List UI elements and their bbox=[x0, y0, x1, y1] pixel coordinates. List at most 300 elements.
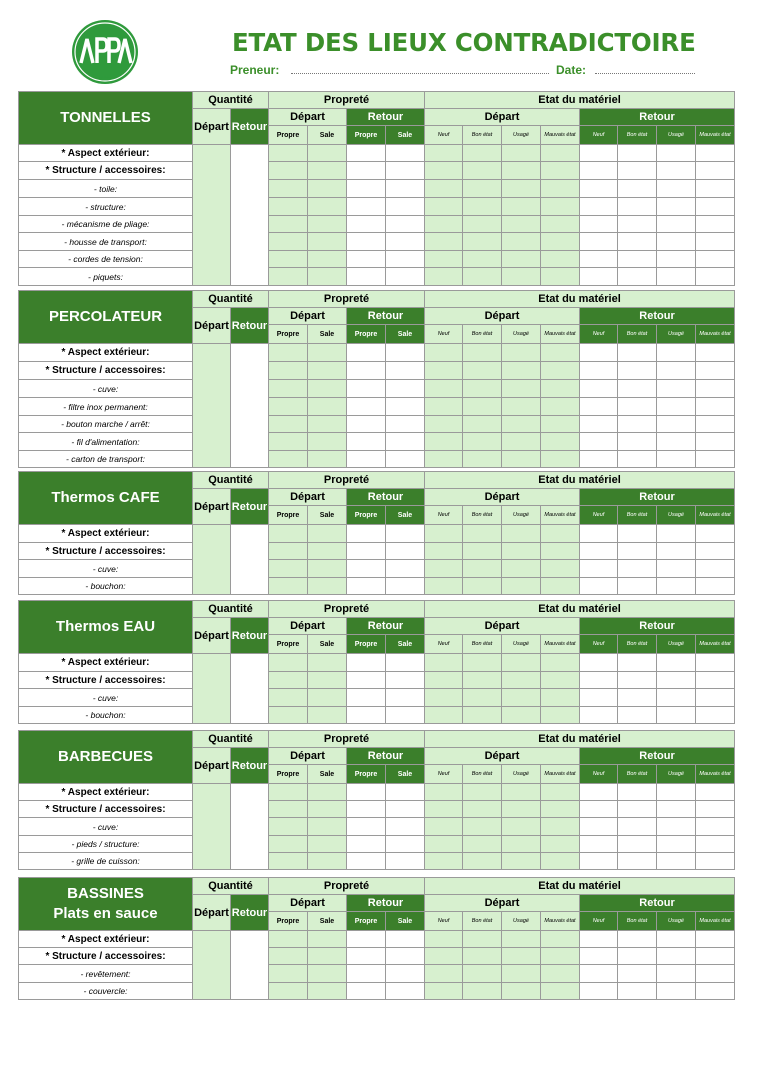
check-cell[interactable] bbox=[502, 362, 541, 380]
check-cell[interactable] bbox=[386, 180, 425, 198]
check-cell[interactable] bbox=[580, 216, 618, 233]
check-cell[interactable] bbox=[618, 965, 657, 983]
check-cell[interactable] bbox=[463, 707, 502, 724]
check-cell[interactable] bbox=[269, 543, 308, 560]
check-cell[interactable] bbox=[386, 525, 425, 543]
check-cell[interactable] bbox=[386, 689, 425, 707]
check-cell[interactable] bbox=[425, 543, 463, 560]
check-cell[interactable] bbox=[657, 344, 696, 362]
check-cell[interactable] bbox=[580, 836, 618, 853]
check-cell[interactable] bbox=[580, 931, 618, 948]
check-cell[interactable] bbox=[425, 818, 463, 836]
check-cell[interactable] bbox=[386, 362, 425, 380]
check-cell[interactable] bbox=[425, 836, 463, 853]
check-cell[interactable] bbox=[580, 983, 618, 1000]
check-cell[interactable] bbox=[347, 362, 386, 380]
check-cell[interactable] bbox=[308, 578, 347, 595]
check-cell[interactable] bbox=[580, 543, 618, 560]
check-cell[interactable] bbox=[696, 251, 735, 268]
check-cell[interactable] bbox=[618, 853, 657, 870]
check-cell[interactable] bbox=[502, 948, 541, 965]
check-cell[interactable] bbox=[308, 560, 347, 578]
check-cell[interactable] bbox=[618, 145, 657, 162]
check-cell[interactable] bbox=[463, 836, 502, 853]
check-cell[interactable] bbox=[502, 784, 541, 801]
check-cell[interactable] bbox=[425, 180, 463, 198]
check-cell[interactable] bbox=[425, 145, 463, 162]
check-cell[interactable] bbox=[386, 853, 425, 870]
check-cell[interactable] bbox=[308, 948, 347, 965]
check-cell[interactable] bbox=[425, 983, 463, 1000]
check-cell[interactable] bbox=[269, 654, 308, 672]
check-cell[interactable] bbox=[347, 707, 386, 724]
check-cell[interactable] bbox=[269, 162, 308, 180]
check-cell[interactable] bbox=[386, 672, 425, 689]
check-cell[interactable] bbox=[696, 983, 735, 1000]
check-cell[interactable] bbox=[269, 251, 308, 268]
check-cell[interactable] bbox=[386, 707, 425, 724]
quantite-retour-input[interactable] bbox=[231, 654, 269, 724]
check-cell[interactable] bbox=[618, 707, 657, 724]
check-cell[interactable] bbox=[269, 672, 308, 689]
check-cell[interactable] bbox=[308, 268, 347, 286]
check-cell[interactable] bbox=[541, 784, 580, 801]
check-cell[interactable] bbox=[580, 380, 618, 398]
check-cell[interactable] bbox=[347, 198, 386, 216]
check-cell[interactable] bbox=[425, 198, 463, 216]
check-cell[interactable] bbox=[696, 948, 735, 965]
check-cell[interactable] bbox=[463, 451, 502, 468]
check-cell[interactable] bbox=[308, 251, 347, 268]
check-cell[interactable] bbox=[386, 268, 425, 286]
check-cell[interactable] bbox=[696, 416, 735, 433]
check-cell[interactable] bbox=[657, 983, 696, 1000]
check-cell[interactable] bbox=[657, 853, 696, 870]
check-cell[interactable] bbox=[541, 578, 580, 595]
check-cell[interactable] bbox=[347, 784, 386, 801]
check-cell[interactable] bbox=[425, 784, 463, 801]
check-cell[interactable] bbox=[347, 380, 386, 398]
check-cell[interactable] bbox=[541, 931, 580, 948]
check-cell[interactable] bbox=[541, 672, 580, 689]
check-cell[interactable] bbox=[386, 162, 425, 180]
check-cell[interactable] bbox=[463, 162, 502, 180]
check-cell[interactable] bbox=[347, 233, 386, 251]
check-cell[interactable] bbox=[541, 233, 580, 251]
check-cell[interactable] bbox=[502, 216, 541, 233]
check-cell[interactable] bbox=[347, 578, 386, 595]
check-cell[interactable] bbox=[347, 344, 386, 362]
check-cell[interactable] bbox=[580, 162, 618, 180]
check-cell[interactable] bbox=[425, 344, 463, 362]
check-cell[interactable] bbox=[541, 180, 580, 198]
check-cell[interactable] bbox=[541, 145, 580, 162]
check-cell[interactable] bbox=[696, 853, 735, 870]
check-cell[interactable] bbox=[386, 983, 425, 1000]
check-cell[interactable] bbox=[463, 416, 502, 433]
check-cell[interactable] bbox=[580, 672, 618, 689]
check-cell[interactable] bbox=[580, 707, 618, 724]
check-cell[interactable] bbox=[347, 543, 386, 560]
check-cell[interactable] bbox=[657, 965, 696, 983]
check-cell[interactable] bbox=[269, 145, 308, 162]
check-cell[interactable] bbox=[463, 948, 502, 965]
check-cell[interactable] bbox=[463, 543, 502, 560]
check-cell[interactable] bbox=[657, 672, 696, 689]
check-cell[interactable] bbox=[696, 162, 735, 180]
check-cell[interactable] bbox=[502, 836, 541, 853]
check-cell[interactable] bbox=[463, 216, 502, 233]
check-cell[interactable] bbox=[463, 689, 502, 707]
check-cell[interactable] bbox=[463, 198, 502, 216]
check-cell[interactable] bbox=[580, 251, 618, 268]
check-cell[interactable] bbox=[696, 451, 735, 468]
check-cell[interactable] bbox=[580, 801, 618, 818]
check-cell[interactable] bbox=[308, 451, 347, 468]
check-cell[interactable] bbox=[308, 654, 347, 672]
check-cell[interactable] bbox=[618, 380, 657, 398]
check-cell[interactable] bbox=[269, 398, 308, 416]
check-cell[interactable] bbox=[618, 560, 657, 578]
check-cell[interactable] bbox=[269, 525, 308, 543]
check-cell[interactable] bbox=[580, 965, 618, 983]
check-cell[interactable] bbox=[541, 818, 580, 836]
check-cell[interactable] bbox=[696, 233, 735, 251]
check-cell[interactable] bbox=[425, 578, 463, 595]
check-cell[interactable] bbox=[386, 216, 425, 233]
check-cell[interactable] bbox=[657, 525, 696, 543]
check-cell[interactable] bbox=[425, 416, 463, 433]
check-cell[interactable] bbox=[696, 433, 735, 451]
check-cell[interactable] bbox=[347, 525, 386, 543]
check-cell[interactable] bbox=[618, 433, 657, 451]
check-cell[interactable] bbox=[541, 416, 580, 433]
check-cell[interactable] bbox=[618, 931, 657, 948]
check-cell[interactable] bbox=[425, 433, 463, 451]
check-cell[interactable] bbox=[657, 268, 696, 286]
check-cell[interactable] bbox=[657, 416, 696, 433]
check-cell[interactable] bbox=[657, 180, 696, 198]
check-cell[interactable] bbox=[696, 836, 735, 853]
check-cell[interactable] bbox=[580, 525, 618, 543]
check-cell[interactable] bbox=[657, 931, 696, 948]
check-cell[interactable] bbox=[347, 948, 386, 965]
check-cell[interactable] bbox=[502, 162, 541, 180]
check-cell[interactable] bbox=[269, 344, 308, 362]
check-cell[interactable] bbox=[269, 689, 308, 707]
check-cell[interactable] bbox=[269, 416, 308, 433]
check-cell[interactable] bbox=[386, 578, 425, 595]
check-cell[interactable] bbox=[541, 344, 580, 362]
check-cell[interactable] bbox=[618, 216, 657, 233]
check-cell[interactable] bbox=[502, 233, 541, 251]
check-cell[interactable] bbox=[541, 216, 580, 233]
check-cell[interactable] bbox=[386, 380, 425, 398]
check-cell[interactable] bbox=[657, 654, 696, 672]
check-cell[interactable] bbox=[425, 931, 463, 948]
check-cell[interactable] bbox=[502, 180, 541, 198]
check-cell[interactable] bbox=[657, 578, 696, 595]
check-cell[interactable] bbox=[347, 162, 386, 180]
check-cell[interactable] bbox=[657, 162, 696, 180]
check-cell[interactable] bbox=[541, 433, 580, 451]
check-cell[interactable] bbox=[580, 433, 618, 451]
check-cell[interactable] bbox=[502, 707, 541, 724]
check-cell[interactable] bbox=[269, 268, 308, 286]
check-cell[interactable] bbox=[425, 672, 463, 689]
check-cell[interactable] bbox=[580, 654, 618, 672]
check-cell[interactable] bbox=[269, 818, 308, 836]
check-cell[interactable] bbox=[386, 654, 425, 672]
check-cell[interactable] bbox=[541, 689, 580, 707]
check-cell[interactable] bbox=[696, 689, 735, 707]
check-cell[interactable] bbox=[425, 948, 463, 965]
check-cell[interactable] bbox=[657, 818, 696, 836]
check-cell[interactable] bbox=[386, 560, 425, 578]
check-cell[interactable] bbox=[541, 801, 580, 818]
check-cell[interactable] bbox=[347, 672, 386, 689]
check-cell[interactable] bbox=[269, 180, 308, 198]
check-cell[interactable] bbox=[502, 344, 541, 362]
check-cell[interactable] bbox=[269, 965, 308, 983]
check-cell[interactable] bbox=[425, 162, 463, 180]
check-cell[interactable] bbox=[463, 818, 502, 836]
quantite-retour-input[interactable] bbox=[231, 784, 269, 870]
check-cell[interactable] bbox=[347, 983, 386, 1000]
check-cell[interactable] bbox=[463, 931, 502, 948]
check-cell[interactable] bbox=[269, 983, 308, 1000]
check-cell[interactable] bbox=[618, 451, 657, 468]
check-cell[interactable] bbox=[463, 180, 502, 198]
check-cell[interactable] bbox=[386, 931, 425, 948]
check-cell[interactable] bbox=[580, 784, 618, 801]
check-cell[interactable] bbox=[269, 948, 308, 965]
check-cell[interactable] bbox=[347, 216, 386, 233]
check-cell[interactable] bbox=[541, 268, 580, 286]
check-cell[interactable] bbox=[386, 965, 425, 983]
check-cell[interactable] bbox=[347, 398, 386, 416]
check-cell[interactable] bbox=[618, 268, 657, 286]
check-cell[interactable] bbox=[580, 398, 618, 416]
check-cell[interactable] bbox=[580, 198, 618, 216]
check-cell[interactable] bbox=[347, 689, 386, 707]
check-cell[interactable] bbox=[308, 672, 347, 689]
check-cell[interactable] bbox=[386, 233, 425, 251]
check-cell[interactable] bbox=[696, 525, 735, 543]
check-cell[interactable] bbox=[308, 784, 347, 801]
check-cell[interactable] bbox=[463, 784, 502, 801]
check-cell[interactable] bbox=[541, 560, 580, 578]
check-cell[interactable] bbox=[696, 344, 735, 362]
quantite-depart-input[interactable] bbox=[193, 931, 231, 1000]
check-cell[interactable] bbox=[696, 654, 735, 672]
check-cell[interactable] bbox=[425, 233, 463, 251]
check-cell[interactable] bbox=[657, 216, 696, 233]
check-cell[interactable] bbox=[463, 145, 502, 162]
check-cell[interactable] bbox=[347, 818, 386, 836]
check-cell[interactable] bbox=[541, 654, 580, 672]
check-cell[interactable] bbox=[308, 233, 347, 251]
check-cell[interactable] bbox=[618, 344, 657, 362]
check-cell[interactable] bbox=[618, 543, 657, 560]
quantite-depart-input[interactable] bbox=[193, 784, 231, 870]
check-cell[interactable] bbox=[580, 578, 618, 595]
check-cell[interactable] bbox=[696, 216, 735, 233]
check-cell[interactable] bbox=[308, 380, 347, 398]
quantite-retour-input[interactable] bbox=[231, 525, 269, 595]
check-cell[interactable] bbox=[347, 145, 386, 162]
check-cell[interactable] bbox=[502, 525, 541, 543]
check-cell[interactable] bbox=[269, 433, 308, 451]
check-cell[interactable] bbox=[657, 784, 696, 801]
check-cell[interactable] bbox=[580, 268, 618, 286]
check-cell[interactable] bbox=[618, 162, 657, 180]
check-cell[interactable] bbox=[696, 560, 735, 578]
check-cell[interactable] bbox=[386, 543, 425, 560]
check-cell[interactable] bbox=[386, 451, 425, 468]
check-cell[interactable] bbox=[308, 216, 347, 233]
check-cell[interactable] bbox=[425, 853, 463, 870]
check-cell[interactable] bbox=[541, 162, 580, 180]
check-cell[interactable] bbox=[618, 689, 657, 707]
check-cell[interactable] bbox=[502, 931, 541, 948]
check-cell[interactable] bbox=[696, 380, 735, 398]
check-cell[interactable] bbox=[502, 853, 541, 870]
check-cell[interactable] bbox=[386, 344, 425, 362]
check-cell[interactable] bbox=[425, 654, 463, 672]
check-cell[interactable] bbox=[386, 198, 425, 216]
check-cell[interactable] bbox=[269, 853, 308, 870]
date-field[interactable] bbox=[595, 73, 695, 74]
check-cell[interactable] bbox=[618, 525, 657, 543]
check-cell[interactable] bbox=[308, 344, 347, 362]
check-cell[interactable] bbox=[308, 836, 347, 853]
check-cell[interactable] bbox=[618, 198, 657, 216]
check-cell[interactable] bbox=[580, 180, 618, 198]
check-cell[interactable] bbox=[502, 451, 541, 468]
check-cell[interactable] bbox=[657, 560, 696, 578]
check-cell[interactable] bbox=[541, 707, 580, 724]
check-cell[interactable] bbox=[696, 398, 735, 416]
check-cell[interactable] bbox=[618, 818, 657, 836]
check-cell[interactable] bbox=[696, 801, 735, 818]
check-cell[interactable] bbox=[308, 362, 347, 380]
check-cell[interactable] bbox=[580, 853, 618, 870]
check-cell[interactable] bbox=[580, 818, 618, 836]
check-cell[interactable] bbox=[425, 398, 463, 416]
check-cell[interactable] bbox=[541, 836, 580, 853]
check-cell[interactable] bbox=[618, 983, 657, 1000]
check-cell[interactable] bbox=[308, 853, 347, 870]
check-cell[interactable] bbox=[269, 836, 308, 853]
check-cell[interactable] bbox=[657, 948, 696, 965]
check-cell[interactable] bbox=[580, 689, 618, 707]
check-cell[interactable] bbox=[463, 853, 502, 870]
check-cell[interactable] bbox=[618, 948, 657, 965]
check-cell[interactable] bbox=[425, 707, 463, 724]
check-cell[interactable] bbox=[657, 836, 696, 853]
check-cell[interactable] bbox=[386, 784, 425, 801]
quantite-retour-input[interactable] bbox=[231, 931, 269, 1000]
quantite-retour-input[interactable] bbox=[231, 145, 269, 286]
check-cell[interactable] bbox=[308, 983, 347, 1000]
check-cell[interactable] bbox=[269, 560, 308, 578]
check-cell[interactable] bbox=[502, 543, 541, 560]
check-cell[interactable] bbox=[541, 451, 580, 468]
check-cell[interactable] bbox=[657, 380, 696, 398]
quantite-retour-input[interactable] bbox=[231, 344, 269, 468]
check-cell[interactable] bbox=[269, 931, 308, 948]
check-cell[interactable] bbox=[657, 433, 696, 451]
check-cell[interactable] bbox=[502, 578, 541, 595]
check-cell[interactable] bbox=[618, 784, 657, 801]
check-cell[interactable] bbox=[347, 801, 386, 818]
check-cell[interactable] bbox=[657, 145, 696, 162]
check-cell[interactable] bbox=[386, 145, 425, 162]
check-cell[interactable] bbox=[541, 983, 580, 1000]
check-cell[interactable] bbox=[463, 268, 502, 286]
check-cell[interactable] bbox=[386, 433, 425, 451]
check-cell[interactable] bbox=[463, 233, 502, 251]
check-cell[interactable] bbox=[269, 578, 308, 595]
check-cell[interactable] bbox=[308, 801, 347, 818]
check-cell[interactable] bbox=[463, 560, 502, 578]
check-cell[interactable] bbox=[696, 180, 735, 198]
check-cell[interactable] bbox=[308, 398, 347, 416]
check-cell[interactable] bbox=[618, 398, 657, 416]
check-cell[interactable] bbox=[463, 433, 502, 451]
check-cell[interactable] bbox=[657, 362, 696, 380]
check-cell[interactable] bbox=[502, 433, 541, 451]
check-cell[interactable] bbox=[580, 451, 618, 468]
check-cell[interactable] bbox=[425, 216, 463, 233]
quantite-depart-input[interactable] bbox=[193, 525, 231, 595]
check-cell[interactable] bbox=[347, 965, 386, 983]
check-cell[interactable] bbox=[541, 198, 580, 216]
check-cell[interactable] bbox=[463, 654, 502, 672]
check-cell[interactable] bbox=[308, 931, 347, 948]
check-cell[interactable] bbox=[502, 398, 541, 416]
check-cell[interactable] bbox=[269, 233, 308, 251]
check-cell[interactable] bbox=[347, 268, 386, 286]
check-cell[interactable] bbox=[269, 380, 308, 398]
check-cell[interactable] bbox=[541, 543, 580, 560]
check-cell[interactable] bbox=[269, 362, 308, 380]
check-cell[interactable] bbox=[269, 451, 308, 468]
check-cell[interactable] bbox=[541, 398, 580, 416]
check-cell[interactable] bbox=[386, 818, 425, 836]
check-cell[interactable] bbox=[347, 853, 386, 870]
check-cell[interactable] bbox=[657, 251, 696, 268]
check-cell[interactable] bbox=[502, 560, 541, 578]
check-cell[interactable] bbox=[618, 362, 657, 380]
check-cell[interactable] bbox=[308, 180, 347, 198]
check-cell[interactable] bbox=[618, 251, 657, 268]
quantite-depart-input[interactable] bbox=[193, 654, 231, 724]
check-cell[interactable] bbox=[696, 145, 735, 162]
check-cell[interactable] bbox=[425, 268, 463, 286]
check-cell[interactable] bbox=[308, 433, 347, 451]
check-cell[interactable] bbox=[308, 416, 347, 433]
check-cell[interactable] bbox=[308, 543, 347, 560]
check-cell[interactable] bbox=[425, 965, 463, 983]
check-cell[interactable] bbox=[463, 525, 502, 543]
check-cell[interactable] bbox=[308, 525, 347, 543]
check-cell[interactable] bbox=[541, 525, 580, 543]
check-cell[interactable] bbox=[502, 801, 541, 818]
check-cell[interactable] bbox=[580, 560, 618, 578]
quantite-depart-input[interactable] bbox=[193, 145, 231, 286]
